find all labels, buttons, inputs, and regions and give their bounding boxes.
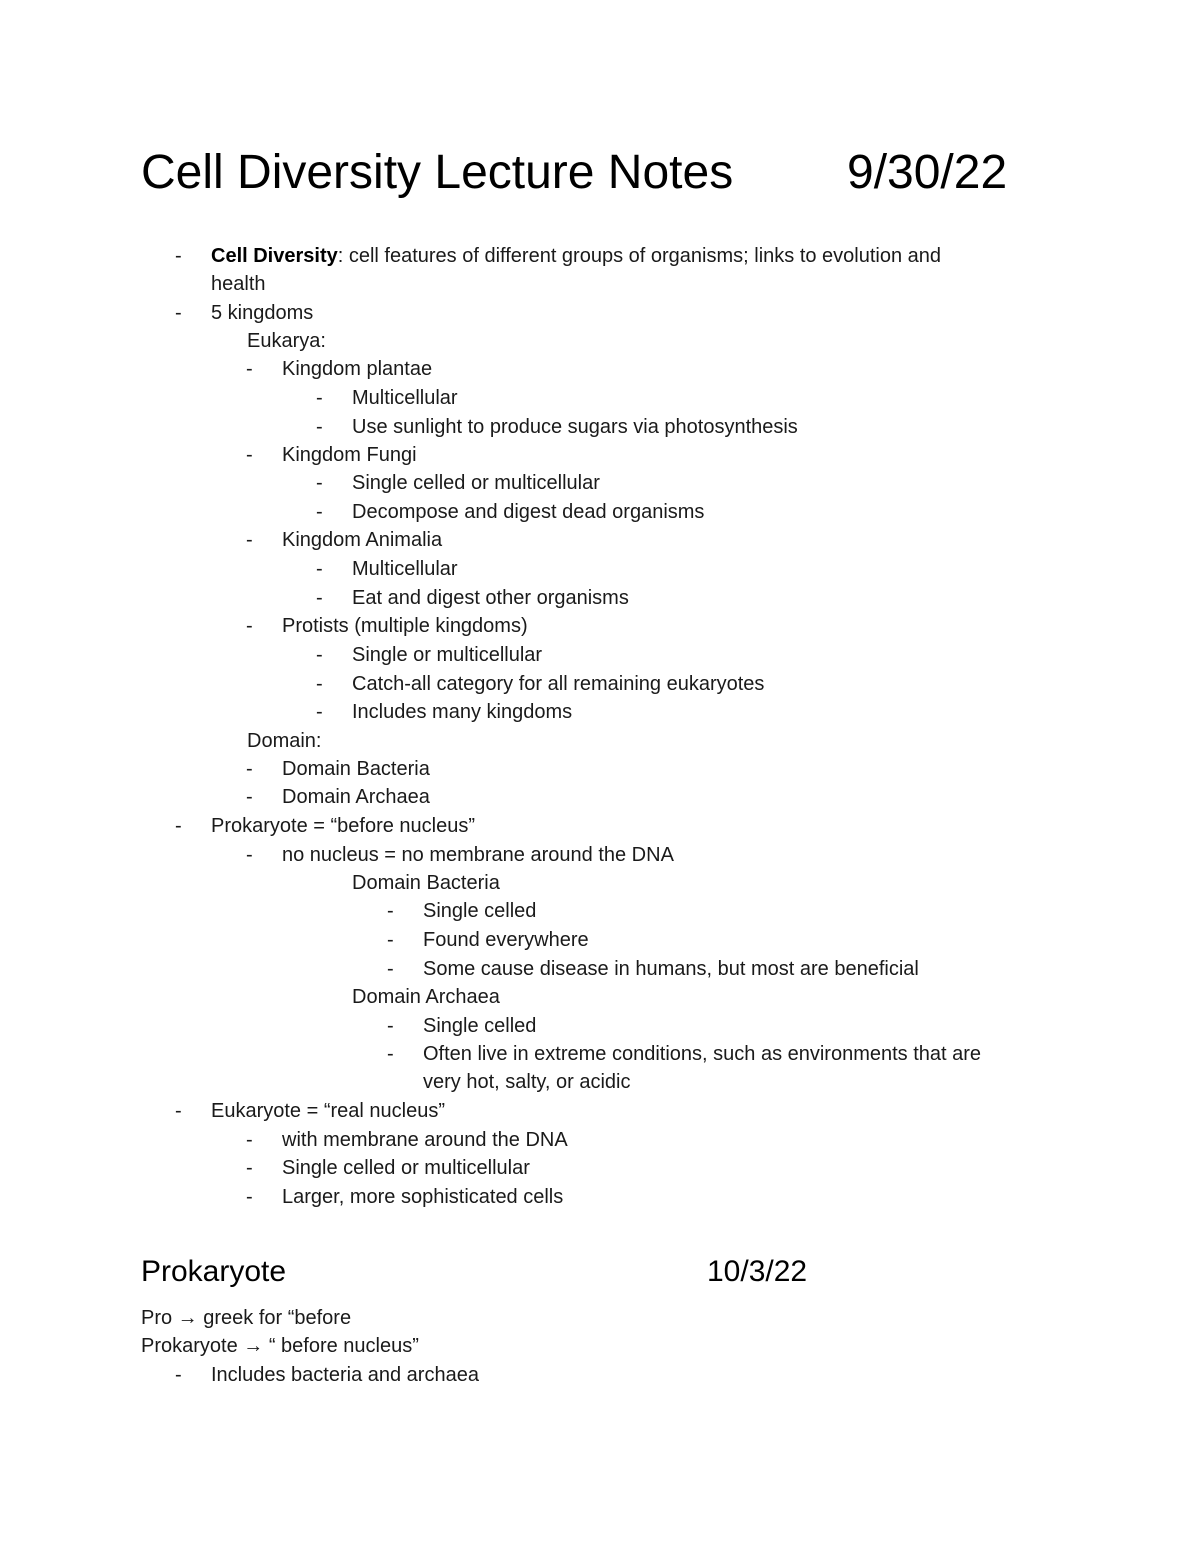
- list-item-continuation: [423, 1068, 630, 1096]
- section-title: Prokaryote: [141, 1255, 287, 1288]
- list-item-animalia-1: [316, 555, 458, 583]
- label-domain-archaea: [352, 983, 500, 1011]
- list-item-protists-2: [316, 670, 765, 698]
- bullet-dash: -: [316, 644, 323, 666]
- list-item-prokaryote: [175, 812, 476, 840]
- list-item-text: Multicellular: [352, 558, 458, 580]
- list-item-text: Often live in extreme conditions, such as environments that are: [423, 1043, 982, 1065]
- bullet-dash: -: [387, 1015, 394, 1037]
- list-item-text: Eukaryote = “real nucleus”: [211, 1100, 446, 1122]
- bullet-dash: -: [175, 815, 182, 837]
- list-item-text: 5 kingdoms: [211, 302, 314, 324]
- list-item-protists: [246, 612, 528, 640]
- list-item-protists-3: [316, 698, 573, 726]
- title-date: 9/30/22: [847, 146, 1008, 199]
- bullet-dash: -: [246, 844, 253, 866]
- bullet-dash: -: [246, 358, 253, 380]
- list-item-text: Single celled: [423, 900, 537, 922]
- list-item-text: no nucleus = no membrane around the DNA: [282, 844, 674, 866]
- bullet-dash: -: [246, 1186, 253, 1208]
- definition-cell-diversity: : cell features of different groups of organisms; links to evolution and: [337, 245, 942, 267]
- list-item-text: Kingdom plantae: [282, 358, 433, 380]
- list-item-text: Eat and digest other organisms: [352, 587, 629, 609]
- list-item-text: Prokaryote = “before nucleus”: [211, 815, 476, 837]
- list-item-text: Protists (multiple kingdoms): [282, 615, 528, 637]
- list-item-eukaryote-3: [246, 1183, 564, 1211]
- list-item-animalia: [246, 526, 443, 554]
- list-item-fungi-1: [316, 469, 600, 497]
- bullet-dash: -: [246, 1157, 253, 1179]
- paragraph-pro-greek: [141, 1304, 351, 1332]
- section-heading-prokaryote: [141, 1254, 941, 1290]
- bullet-dash: -: [387, 958, 394, 980]
- bullet-dash: -: [316, 587, 323, 609]
- list-item-plantae-1: [316, 384, 458, 412]
- paragraph-prokaryote-meaning: [141, 1332, 419, 1360]
- list-item-animalia-2: [316, 584, 629, 612]
- section-date: 10/3/22: [707, 1255, 808, 1288]
- list-item-plantae: [246, 355, 433, 383]
- bullet-dash: -: [316, 558, 323, 580]
- list-item-text: Domain Archaea: [282, 786, 430, 808]
- list-item-archaea-2: [387, 1040, 982, 1068]
- list-item-domain-bacteria: [246, 755, 430, 783]
- list-item-includes: [175, 1361, 479, 1389]
- bullet-dash: -: [246, 529, 253, 551]
- list-item-no-nucleus: [246, 841, 674, 869]
- label-text: Domain Bacteria: [352, 872, 500, 894]
- list-item-archaea-1: [387, 1012, 537, 1040]
- list-item-continuation: [211, 270, 266, 298]
- bullet-dash: -: [316, 416, 323, 438]
- label-text: Eukarya:: [247, 330, 326, 352]
- paragraph-text: Prokaryote → “ before nucleus”: [141, 1335, 419, 1357]
- list-item-cell-diversity: [175, 242, 942, 270]
- list-item-text: Single celled or multicellular: [282, 1157, 530, 1179]
- list-item-text: Single celled: [423, 1015, 537, 1037]
- label-text: Domain:: [247, 730, 322, 752]
- list-item-text: Use sunlight to produce sugars via photosynthesis: [352, 416, 798, 438]
- bullet-dash: -: [175, 1100, 182, 1122]
- list-item-text: Some cause disease in humans, but most are beneficial: [423, 958, 919, 980]
- list-item-protists-1: [316, 641, 543, 669]
- list-item-text: Domain Bacteria: [282, 758, 430, 780]
- bullet-dash: -: [387, 929, 394, 951]
- list-item-text: Single celled or multicellular: [352, 472, 600, 494]
- list-item-text: Larger, more sophisticated cells: [282, 1186, 564, 1208]
- list-item-bacteria-3: [387, 955, 919, 983]
- definition-continuation: health: [211, 273, 266, 295]
- list-item-fungi: [246, 441, 417, 469]
- bullet-dash: -: [246, 615, 253, 637]
- bullet-dash: -: [246, 1129, 253, 1151]
- list-item-text: very hot, salty, or acidic: [423, 1071, 631, 1093]
- list-item-text: Includes many kingdoms: [352, 701, 573, 723]
- bullet-dash: -: [175, 1364, 182, 1386]
- term-cell-diversity: Cell Diversity: [211, 245, 338, 267]
- bullet-dash: -: [175, 302, 182, 324]
- list-item-text: Multicellular: [352, 387, 458, 409]
- list-item-text: Catch-all category for all remaining eukaryotes: [352, 673, 765, 695]
- bullet-dash: -: [246, 758, 253, 780]
- bullet-dash: -: [387, 1043, 394, 1065]
- list-item-bacteria-2: [387, 926, 589, 954]
- bullet-dash: -: [316, 501, 323, 523]
- title-text: Cell Diversity Lecture Notes: [141, 146, 734, 199]
- list-item-plantae-2: [316, 413, 798, 441]
- list-item-text: Found everywhere: [423, 929, 589, 951]
- list-item-text: Decompose and digest dead organisms: [352, 501, 705, 523]
- bullet-dash: -: [246, 786, 253, 808]
- list-item-text: with membrane around the DNA: [282, 1129, 568, 1151]
- list-item-bacteria-1: [387, 897, 537, 925]
- bullet-dash: -: [316, 472, 323, 494]
- label-domain-bacteria: [352, 869, 500, 897]
- list-item-five-kingdoms: [175, 299, 314, 327]
- bullet-dash: -: [316, 701, 323, 723]
- list-item-eukaryote-1: [246, 1126, 568, 1154]
- list-item-text: Includes bacteria and archaea: [211, 1364, 479, 1386]
- bullet-dash: -: [316, 387, 323, 409]
- page-title: [141, 143, 1041, 203]
- bullet-dash: -: [316, 673, 323, 695]
- list-item-text: Kingdom Animalia: [282, 529, 443, 551]
- bullet-dash: -: [246, 444, 253, 466]
- bullet-dash: -: [175, 245, 182, 267]
- label-text: Domain Archaea: [352, 986, 500, 1008]
- paragraph-text: Pro → greek for “before: [141, 1307, 352, 1329]
- list-item-text: Kingdom Fungi: [282, 444, 417, 466]
- label-domain: [247, 727, 321, 755]
- bullet-dash: -: [387, 900, 394, 922]
- label-eukarya: [247, 327, 326, 355]
- list-item-eukaryote: [175, 1097, 446, 1125]
- list-item-fungi-2: [316, 498, 705, 526]
- list-item-domain-archaea: [246, 783, 430, 811]
- list-item-text: Single or multicellular: [352, 644, 543, 666]
- list-item-eukaryote-2: [246, 1154, 530, 1182]
